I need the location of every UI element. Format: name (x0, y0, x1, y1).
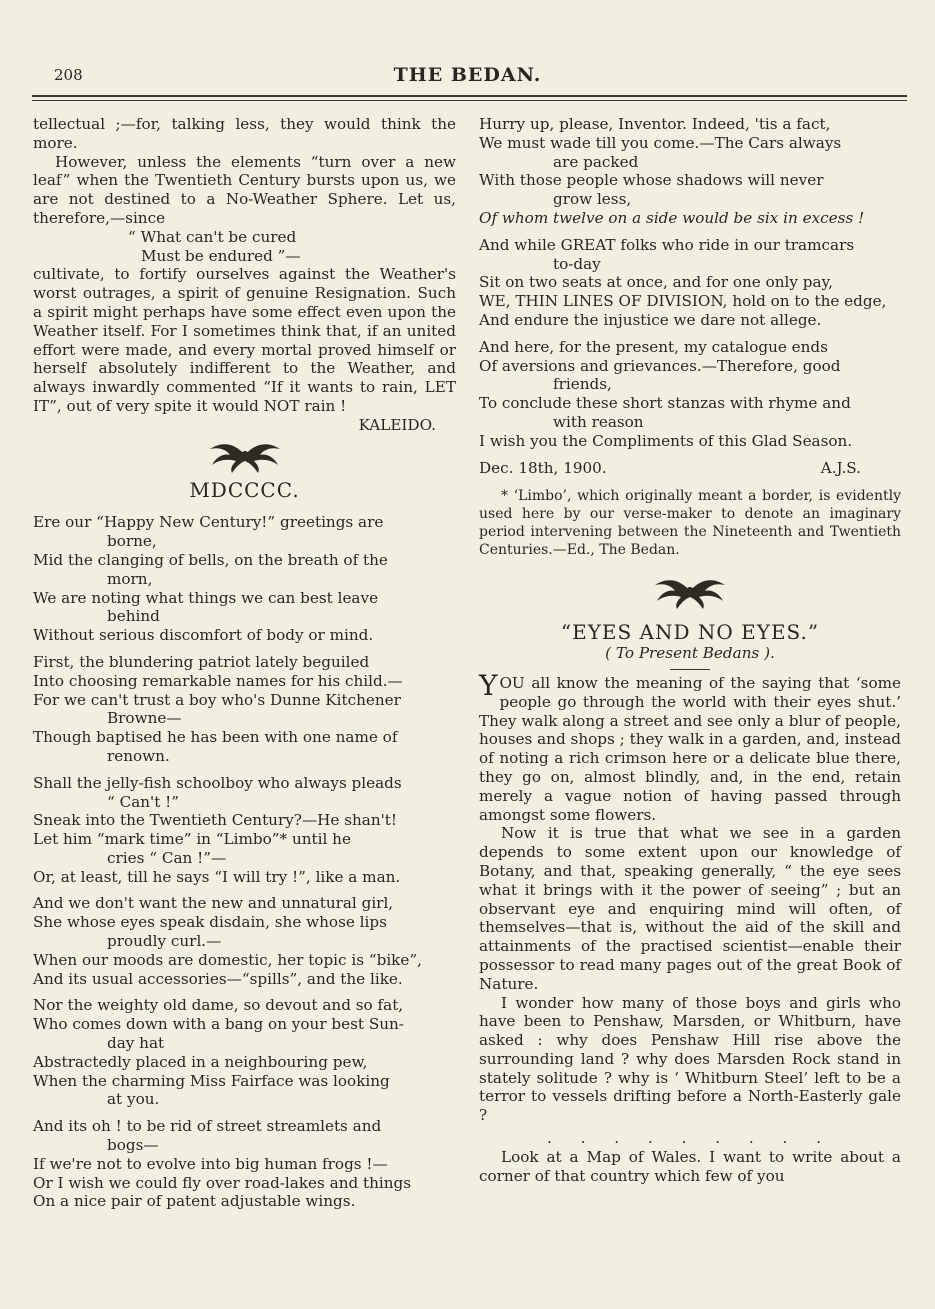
article-paragraph-3: I wonder how many of those boys and girls who have been to Penshaw, Marsden, or Whitburn, have asked : why does Penshaw Hill rise above the surrounding land ? why does Marsden Rock stand in stately solitude ? why is ‘ Whitburn Steel’ left to be a terror to vessels drifting before a North-Easterly gale ? (479, 993, 901, 1125)
poem-line: Without serious discomfort of body or mind. (33, 626, 374, 645)
quote-line-2: Must be endured ”— (141, 246, 301, 265)
stanza (33, 513, 456, 645)
stanza (33, 653, 456, 766)
poem-date: Dec. 18th, 1900. (479, 458, 607, 477)
resignation-paragraph: cultivate, to fortify ourselves against the Weather's worst outrages, a spirit of genuine Resignation. Such a spirit might perhaps have some effect even upon the Weather itself. For I sometimes think that, if an united effort were made, and every mortal proved himself or herself absolutely indifferent to the Weather, and always inwardly commented “If it wants to rain, LET IT”, out of very spite it would NOT rain ! (33, 265, 456, 415)
article-title: “EYES AND NO EYES.” (560, 620, 820, 645)
article-paragraph-1 (479, 668, 901, 824)
stanza (33, 774, 456, 887)
poem-line: We are noting what things we can best leave (33, 588, 379, 607)
poem-line: Mid the clanging of bells, on the breath of the (33, 550, 388, 569)
poem-line: Sit on two seats at once, and for one only pay, (479, 273, 833, 292)
poem-line: When the charming Miss Fairface was looking (33, 1071, 390, 1090)
poem-line: at you. (107, 1090, 160, 1109)
poem-line: Abstractedly placed in a neighbouring pew, (33, 1052, 368, 1071)
poem-line: Of whom twelve on a side would be six in excess ! (479, 208, 865, 227)
section-dots: . . . . . . . . . (546, 1129, 834, 1148)
poem-line: If we're not to evolve into big human frogs !— (33, 1154, 388, 1173)
poem-line: She whose eyes speak disdain, she whose lips (33, 913, 387, 932)
article-paragraph-2: Now it is true that what we see in a garden depends to some extent upon our knowledge of Botany, and that, speaking generally, “ the eye sees what it brings with it the power of seeing” ; but an observant eye and enquiring mind will often, of themselves—that is, without the aid of the skill and attainments of the practised scientist—enable their possessor to read many pages out of the great Book of Nature. (479, 824, 901, 993)
poem-line: bogs— (107, 1136, 159, 1155)
poem-line: Browne— (107, 709, 182, 728)
poem-line: To conclude these short stanzas with rhyme and (479, 394, 851, 413)
poem-line: First, the blundering patriot lately beguiled (33, 652, 370, 671)
poem-line: Let him “mark time” in “Limbo”* until he (33, 830, 351, 849)
limbo-footnote: * ‘Limbo’, which originally meant a border, is evidently used here by our verse-maker to denote an imaginary period intervening between the Nineteenth and Twentieth Centuries.—Ed., The Bedan. (479, 487, 901, 559)
header-rule-thick (32, 95, 907, 97)
poem-line: Shall the jelly-fish schoolboy who always pleads (33, 773, 402, 792)
poem-line: And its oh ! to be rid of street streamlets and (33, 1117, 382, 1136)
poem-line: Or I wish we could fly over road-lakes and things (33, 1173, 412, 1192)
quote-line-1: “ What can't be cured (128, 227, 297, 246)
header-rule-thin (32, 100, 907, 101)
poem-line: cries “ Can !”— (107, 848, 227, 867)
author-signature: KALEIDO. (358, 415, 436, 434)
poem-line: WE, THIN LINES OF DIVISION, hold on to the edge, (479, 292, 887, 311)
poem-title: MDCCCC. (189, 477, 300, 502)
stanza (33, 1117, 456, 1211)
stanza (479, 338, 901, 451)
poem-line: “ Can't !” (107, 792, 180, 811)
left-column (33, 115, 456, 1211)
continued-paragraph: tellectual ;—for, talking less, they would think the more. (33, 115, 456, 152)
poem-line: Hurry up, please, Inventor. Indeed, 'tis a fact, (479, 115, 831, 133)
poem-line: friends, (553, 375, 612, 394)
weather-paragraph: However, unless the elements “turn over a new leaf” when the Twentieth Century bursts upon us, we are not destined to a No-Weather Sphere. Let us, therefore,—since (33, 152, 456, 227)
poem-initials: A.J.S. (820, 458, 861, 477)
poem-line: Sneak into the Twentieth Century?—He shan't! (33, 811, 397, 830)
poem-line: When our moods are domestic, her topic is “bike”, (33, 950, 422, 969)
stanza (33, 894, 456, 988)
poem-line: are packed (553, 152, 639, 171)
running-title: THE BEDAN. (393, 64, 542, 86)
poem-line: And while GREAT folks who ride in our tramcars (479, 235, 855, 254)
poem-dateline (479, 459, 901, 479)
fleuron-ornament (200, 435, 290, 475)
poem-line: And here, for the present, my catalogue ends (479, 337, 828, 356)
poem-line: Nor the weighty old dame, so devout and so fat, (33, 996, 404, 1015)
paragraph-1-text: OU all know the meaning of the saying that ‘some people go through the world with their eyes shut.’ They walk along a street and see only a blur of people, houses and shops ; they walk in a garden, and, instead of noting a rich crimson here or a delicate blue there, they go on, almost blindly, and, in the end, retain merely a vague notion of having passed through amongst some flowers. (479, 673, 901, 824)
stanza (479, 115, 901, 228)
poem-line: We must wade till you come.—The Cars always (479, 133, 842, 152)
article-paragraph-4: Look at a Map of Wales. I want to write about a corner of that country which few of you (479, 1147, 901, 1185)
poem-line: Of aversions and grievances.—Therefore, good (479, 356, 841, 375)
poem-line: And endure the injustice we dare not allege. (479, 310, 822, 329)
poem-line: borne, (107, 532, 157, 551)
poem-line: Or, at least, till he says “I will try !”, like a man. (33, 867, 401, 886)
poem-line: renown. (107, 746, 170, 765)
article-rule (670, 669, 710, 670)
poem-line: to-day (553, 254, 601, 273)
poem-line: I wish you the Compliments of this Glad Season. (479, 431, 853, 450)
poem-line: With those people whose shadows will never (479, 171, 824, 190)
poem-line: with reason (553, 412, 644, 431)
poem-line: grow less, (553, 190, 632, 209)
poem-line: Ere our “Happy New Century!” greetings are (33, 513, 384, 532)
poem-line: And we don't want the new and unnatural girl, (33, 894, 394, 913)
poem-stanzas-right (479, 115, 901, 451)
poem-stanzas-left (33, 513, 456, 1211)
stanza (479, 236, 901, 330)
right-column (479, 115, 901, 1185)
article-subtitle: ( To Present Bedans ). (605, 644, 775, 663)
poem-line: Who comes down with a bang on your best Sun- (33, 1015, 404, 1034)
poem-line: day hat (107, 1034, 165, 1053)
running-header (0, 62, 935, 96)
poem-line: On a nice pair of patent adjustable wings. (33, 1192, 356, 1211)
poem-line: Into choosing remarkable names for his child.— (33, 671, 403, 690)
poem-line: Though baptised he has been with one name of (33, 728, 398, 747)
poem-line: proudly curl.— (107, 932, 222, 951)
page-number: 208 (54, 66, 83, 84)
stanza (33, 996, 456, 1109)
poem-line: behind (107, 607, 160, 626)
poem-line: For we can't trust a boy who's Dunne Kitchener (33, 690, 401, 709)
poem-line: morn, (107, 569, 153, 588)
poem-line: And its usual accessories—“spills”, and the like. (33, 969, 403, 988)
fleuron-ornament-2 (645, 571, 735, 611)
drop-cap: Y (479, 668, 498, 702)
